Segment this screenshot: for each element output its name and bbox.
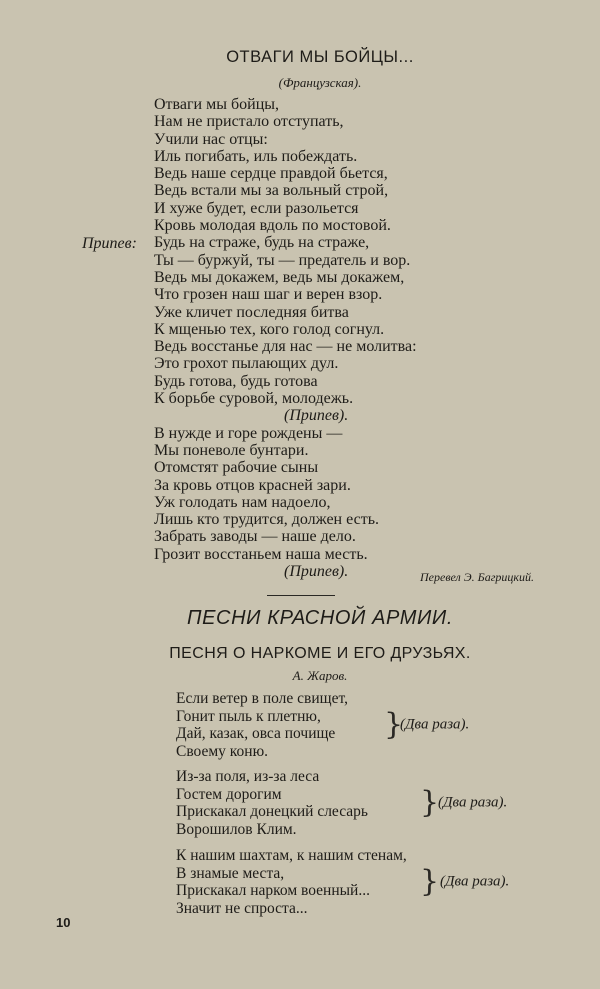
- poem-line: Лишь кто трудится, должен есть.: [154, 511, 380, 529]
- poem-line: Будь готова, будь готова: [154, 372, 318, 390]
- refrain-marker: (Припев).: [284, 563, 349, 581]
- poem-line: Ворошилов Клим.: [176, 820, 297, 838]
- song-subtitle: (Французская).: [278, 75, 362, 90]
- refrain-label: Припев:: [82, 235, 137, 252]
- poem-line: Отомстят рабочие сыны: [154, 459, 319, 477]
- poem-line: Дай, казак, овса почище: [176, 725, 336, 742]
- translator-credit: Перевел Э. Багрицкий.: [420, 570, 535, 584]
- refrain-marker: (Припев).: [284, 407, 349, 425]
- poem-line: Если ветер в поле свищет,: [176, 690, 348, 707]
- repeat-marker: (Два раза).: [400, 716, 470, 733]
- song-title: ОТВАГИ МЫ БОЙЦЫ...: [226, 48, 414, 66]
- section-title: ПЕСНИ КРАСНОЙ АРМИИ.: [187, 607, 453, 629]
- poem-line: За кровь отцов красней зари.: [154, 476, 351, 494]
- stanza: [176, 847, 510, 917]
- poem-line: Ведь встали мы за вольный строй,: [154, 182, 389, 200]
- song-author: А. Жаров.: [292, 668, 348, 683]
- poem-line: Ведь мы докажем, ведь мы докажем,: [154, 268, 405, 286]
- song-title: ПЕСНЯ О НАРКОМЕ И ЕГО ДРУЗЬЯХ.: [169, 645, 471, 662]
- poem-line: Прискакал донецкий слесарь: [176, 803, 368, 820]
- poem-line: Гостем дорогим: [176, 785, 282, 803]
- poem-line: Гонит пыль к плетню,: [176, 707, 321, 725]
- poem-line: Уже кличет последняя битва: [154, 303, 349, 321]
- poem-line: К борьбе суровой, молодежь.: [154, 390, 354, 408]
- poem-line: Прискакал нарком военный...: [176, 882, 370, 899]
- page-number: 10: [56, 915, 71, 930]
- poem-line: Уж голодать нам надоело,: [154, 493, 331, 511]
- section-divider: [267, 595, 335, 596]
- poem-line: К мщенью тех, кого голод согнул.: [154, 320, 385, 338]
- poem-line: И хуже будет, если разольется: [154, 199, 359, 217]
- stanza: [176, 690, 470, 760]
- brace: }: [384, 707, 404, 742]
- brace: }: [420, 785, 440, 820]
- poem-line: Иль погибать, иль побеждать.: [154, 147, 358, 165]
- poem-line: Кровь молодая вдоль по мостовой.: [154, 217, 391, 235]
- song-text: [154, 96, 417, 580]
- poem-line: Будь на страже, будь на страже,: [154, 234, 370, 252]
- poem-line: Ведь восстанье для нас — не молитва:: [154, 338, 417, 356]
- poem-line: Грозит восстаньем наша месть.: [154, 545, 368, 563]
- poem-line: Отваги мы бойцы,: [154, 96, 280, 113]
- poem-line: В знамые места,: [176, 864, 285, 882]
- stanza: [176, 768, 508, 838]
- poem-line: Мы поневоле бунтари.: [154, 441, 309, 459]
- poem-line: Ты — буржуй, ты — предатель и вор.: [154, 251, 411, 269]
- poem-line: Учили нас отцы:: [154, 130, 268, 148]
- poem-line: Забрать заводы — наше дело.: [154, 528, 356, 546]
- brace: }: [420, 864, 440, 899]
- poem-line: В нужде и горе рождены —: [154, 424, 343, 442]
- poem-line: Это грохот пылающих дул.: [154, 355, 339, 373]
- poem-line: К нашим шахтам, к нашим стенам,: [176, 847, 407, 864]
- repeat-marker: (Два раза).: [440, 873, 510, 890]
- poem-line: Своему коню.: [176, 742, 269, 760]
- poem-line: Значит не спроста...: [176, 899, 308, 917]
- poem-line: Что грозен наш шаг и верен взор.: [154, 286, 383, 304]
- poem-line: Ведь наше сердце правдой бьется,: [154, 165, 388, 183]
- poem-line: Нам не пристало отступать,: [154, 113, 344, 131]
- repeat-marker: (Два раза).: [438, 794, 508, 811]
- poem-line: Из-за поля, из-за леса: [176, 768, 320, 785]
